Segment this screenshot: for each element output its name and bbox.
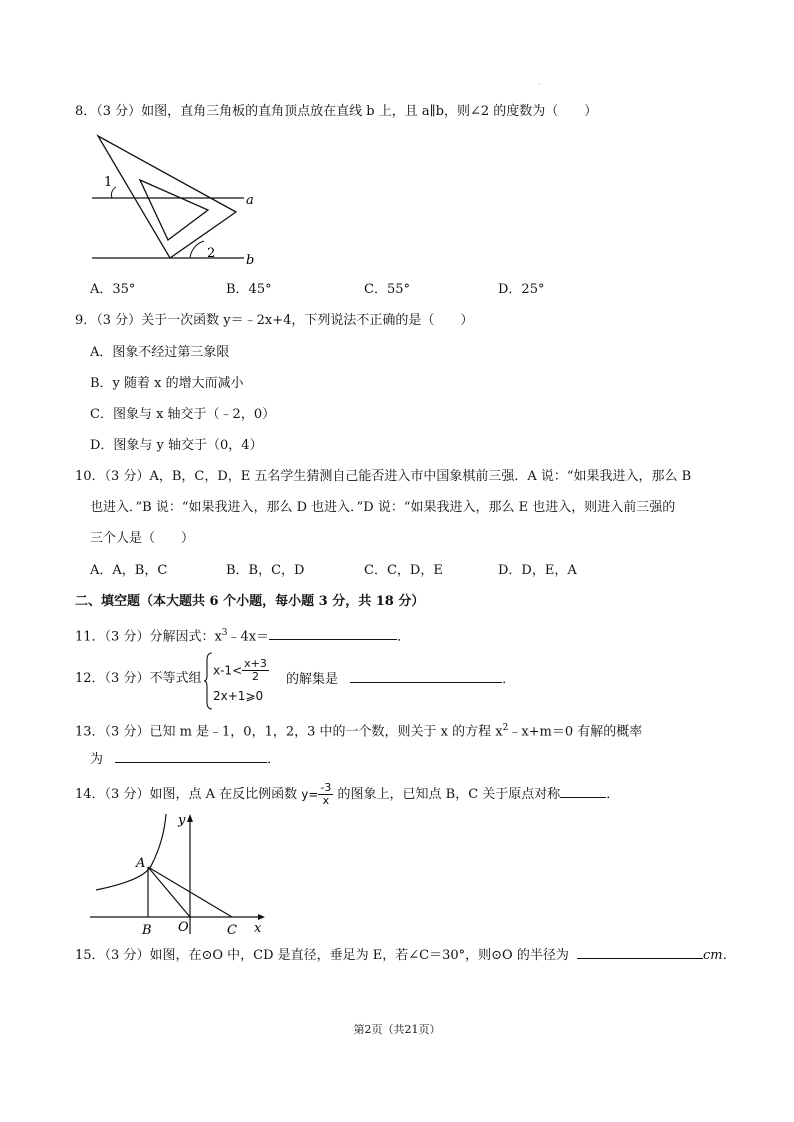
q8-fig-label-b: b <box>246 253 255 268</box>
q10-option-a: A．A，B，C <box>90 563 168 578</box>
q14-y-label: y= <box>301 787 319 802</box>
q14-fig-label-c: C <box>227 923 237 938</box>
q12-fraction-den: 2 <box>251 670 259 683</box>
q9-stem: 9．（3 分）关于一次函数 y＝﹣2x+4，下列说法不正确的是（ ） <box>75 313 474 328</box>
q9-option-d: D．图象与 y 轴交于（0，4） <box>90 438 263 453</box>
q11-end: ． <box>397 629 411 645</box>
q13-line-1 <box>75 719 642 741</box>
page-footer: 第2页（共21页） <box>353 1023 441 1036</box>
q8-fig-label-a: a <box>246 193 254 208</box>
q12-suffix: 的解集是 <box>286 672 339 687</box>
q9-option-c: C．图象与 x 轴交于（﹣2，0） <box>90 407 276 422</box>
q10-line-2: 也进入．”B 说：“如果我进入，那么 D 也进入．”D 说：“如果我进入，那么 E 也进入，则进入前三强的 <box>90 500 676 515</box>
q12-row1-left: x-1< <box>213 663 243 678</box>
q8-option-b: B．45° <box>226 282 272 297</box>
q14-fraction-den: x <box>322 794 330 807</box>
q14-figure <box>86 810 276 938</box>
q14-fig-label-o: O <box>178 920 189 935</box>
q13-line1-b: ﹣x+m＝0 有解的概率 <box>508 724 643 740</box>
q12-answer-blank[interactable] <box>350 670 502 683</box>
q15-answer-blank[interactable] <box>577 946 703 959</box>
q11-sup: 3 <box>221 628 228 638</box>
q13-line1-a: 13．（3 分）已知 m 是﹣1，0，1，2，3 中的一个数，则关于 x 的方程 x <box>75 724 503 740</box>
q8-option-d: D．25° <box>498 282 545 297</box>
q14-fraction <box>318 782 333 807</box>
q14-fraction-num: -3 <box>320 781 332 794</box>
q15-unit: cm． <box>702 948 736 963</box>
q8-figure <box>86 128 266 268</box>
q8-option-c: C．55° <box>364 282 410 297</box>
q14-prefix: 14．（3 分）如图，点 A 在反比例函数 <box>75 787 298 802</box>
q13-end: ． <box>267 752 281 767</box>
q9-option-b: B．y 随着 x 的增大而减小 <box>90 376 244 391</box>
q12-suffix-line <box>286 670 515 689</box>
q14-fig-label-b: B <box>142 923 152 938</box>
q14-stem <box>75 782 619 807</box>
q10-line-1: 10．（3 分）A，B，C，D，E 五名学生猜测自己能否进入市中国象棋前三强．A 说：“如果我进入，那么 B <box>75 469 692 484</box>
q12-end: ． <box>502 672 516 687</box>
stray-dot: · <box>538 80 541 89</box>
q13-line2: 为 <box>90 752 104 767</box>
q11-prefix: 11．（3 分）分解因式：x <box>75 629 222 645</box>
q14-fig-label-a: A <box>136 856 146 871</box>
q14-suffix: 的图象上，已知点 B，C 关于原点对称 <box>337 787 561 802</box>
q10-option-c: C．C，D，E <box>364 563 443 578</box>
q11-suffix: ﹣4x＝ <box>227 629 270 645</box>
q12-fraction <box>242 658 269 683</box>
q12-row-2: 2x+1⩾0 <box>213 689 264 703</box>
q12-inequality-system <box>204 652 288 710</box>
q13-line-2 <box>90 750 280 769</box>
q14-fig-label-y: y <box>178 813 186 828</box>
q8-stem: 8．（3 分）如图，直角三角板的直角顶点放在直线 b 上，且 a∥b，则∠2 的度数为（ ） <box>75 104 598 119</box>
q10-option-b: B．B，C，D <box>226 563 305 578</box>
q14-end: ． <box>606 787 620 802</box>
q10-option-d: D．D，E，A <box>498 563 577 578</box>
q14-fig-label-x: x <box>254 921 262 936</box>
q14-answer-blank[interactable] <box>560 785 606 798</box>
q15-text: 15．（3 分）如图，在⊙O 中，CD 是直径，垂足为 E，若∠C＝30°，则⊙O 的半径为 <box>75 948 569 963</box>
q11-answer-blank[interactable] <box>269 627 397 640</box>
q11 <box>75 624 410 646</box>
q8-fig-label-2: 2 <box>207 246 216 261</box>
q8-fig-label-1: 1 <box>104 175 113 190</box>
q9-option-a: A．图象不经过第三象限 <box>90 345 230 360</box>
q12-row-1 <box>213 658 269 683</box>
q12-prefix: 12．（3 分）不等式组 <box>75 671 202 686</box>
q13-sup: 2 <box>502 723 509 733</box>
q13-answer-blank[interactable] <box>115 750 267 763</box>
q10-line-3: 三个人是（ ） <box>90 531 195 546</box>
q8-option-a: A．35° <box>90 282 136 297</box>
section-title: 二、填空题（本大题共 6 个小题，每小题 3 分，共 18 分） <box>75 594 425 609</box>
q15 <box>75 946 736 965</box>
q12-fraction-num: x+3 <box>244 657 267 670</box>
